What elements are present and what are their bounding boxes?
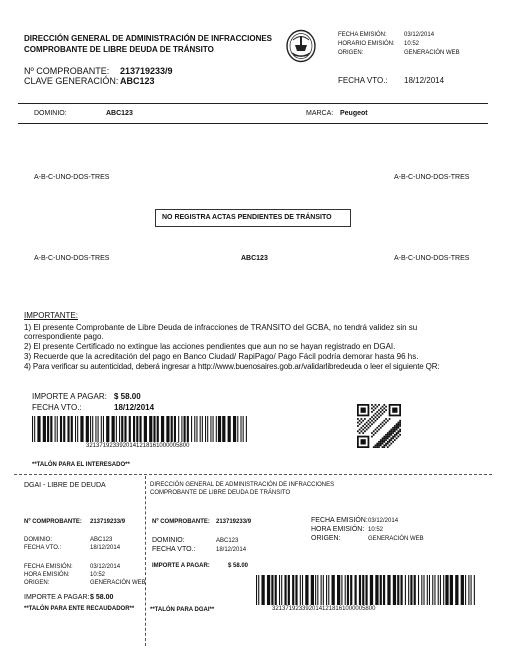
stub-left-fecha-vto-label: FECHA VTO.: <box>24 545 62 551</box>
stub-right-title-line2: COMPROBANTE DE LIBRE DEUDA DE TRÁNSITO <box>150 490 291 496</box>
comprobante-label: Nº COMPROBANTE: <box>24 66 110 76</box>
payment-fecha-vto-label: FECHA VTO.: <box>32 403 82 412</box>
important-item-4: 4) Para verificar su autenticidad, deberá ingresar a http://www.buenosaires.gob.ar/validarlibredeuda o leer el siguiente QR: <box>24 362 440 371</box>
stub-right-dominio-label: DOMINIO: <box>152 537 185 544</box>
stub-left-fecha-emision-value: 03/12/2014 <box>90 564 121 570</box>
stub-left-dominio-label: DOMINIO: <box>24 537 52 543</box>
stub-left-hora-emision-label: HORA EMISIÓN: <box>24 572 70 578</box>
stub-right-hora-emision-value: 10:52 <box>368 527 384 533</box>
stub-right-importe-label: IMPORTE A PAGAR: <box>152 563 210 569</box>
dominio-value: ABC123 <box>106 110 133 117</box>
important-item-3: 3) Recuerde que la acreditación del pago en Banco Ciudad/ RapiPago/ Pago Fácil podría demorar hasta 96 hs. <box>24 352 419 361</box>
stub-left-importe-label: IMPORTE A PAGAR: <box>24 594 90 601</box>
stub-right-hora-emision-label: HORA EMISIÓN: <box>311 526 365 533</box>
vehicle-top-rule <box>18 103 488 104</box>
fecha-emision-value: 03/12/2014 <box>404 32 435 38</box>
cut-line-horizontal <box>14 474 492 475</box>
important-item-1-cont: correspondiente pago. <box>24 332 104 341</box>
stub-right-comprobante-label: Nº COMPROBANTE: <box>152 519 210 525</box>
marca-label: MARCA: <box>306 110 334 117</box>
stub-left-comprobante-label: Nº COMPROBANTE: <box>24 519 82 525</box>
dominio-label: DOMINIO: <box>34 110 67 117</box>
stub-barcode-number: 3213719233920141218161000005800 <box>272 606 376 612</box>
watermark-left-2: A-B-C-UNO-DOS-TRES <box>34 255 110 262</box>
watermark-center-2: ABC123 <box>241 255 268 262</box>
fecha-emision-label: FECHA EMISIÓN: <box>338 32 387 38</box>
watermark-right-1: A-B-C-UNO-DOS-TRES <box>394 174 470 181</box>
marca-value: Peugeot <box>340 110 368 117</box>
stub-left-fecha-emision-label: FECHA EMISIÓN: <box>24 564 73 570</box>
origen-label: ORIGEN: <box>338 50 364 56</box>
clave-generacion-value: ABC123 <box>120 76 155 86</box>
stub-left-fecha-vto-value: 18/12/2014 <box>90 545 121 551</box>
stub-right-fecha-vto-label: FECHA VTO.: <box>152 546 196 553</box>
header-title-line2: COMPROBANTE DE LIBRE DEUDA DE TRÁNSITO <box>24 45 214 54</box>
stub-right-fecha-emision-value: 03/12/2014 <box>368 518 399 524</box>
stub-right-importe-value: $ 58.00 <box>228 563 249 569</box>
stub-right-fecha-emision-label: FECHA EMISIÓN: <box>311 517 368 524</box>
cut-line-vertical <box>145 476 146 646</box>
horario-emision-value: 10:52 <box>404 41 420 47</box>
stub-right-talon: **TALÓN PARA DGAI** <box>150 607 215 613</box>
important-heading: IMPORTANTE: <box>24 311 78 320</box>
payment-fecha-vto-value: 18/12/2014 <box>114 403 155 412</box>
comprobante-value: 213719233/9 <box>120 66 173 76</box>
stub-right-fecha-vto-value: 18/12/2014 <box>216 547 247 553</box>
importe-value: $ 58.00 <box>114 392 141 401</box>
watermark-right-2: A-B-C-UNO-DOS-TRES <box>394 255 470 262</box>
talon-interesado: **TALÓN PARA EL INTERESADO** <box>32 462 130 468</box>
vehicle-bottom-rule <box>18 123 488 124</box>
clave-generacion-label: CLAVE GENERACIÓN: <box>24 76 119 86</box>
stub-barcode <box>256 575 476 605</box>
stub-left-origen-value: GENERACIÓN WEB <box>90 580 146 586</box>
stub-right-origen-value: GENERACIÓN WEB <box>368 536 424 542</box>
payment-barcode <box>32 416 248 442</box>
stub-left-title: DGAI - LIBRE DE DEUDA <box>24 482 106 489</box>
fecha-vto-label: FECHA VTO.: <box>338 76 388 85</box>
watermark-left-1: A-B-C-UNO-DOS-TRES <box>34 174 110 181</box>
stub-left-talon: **TALÓN PARA ENTE RECAUDADOR** <box>24 606 135 612</box>
stub-left-dominio-value: ABC123 <box>90 537 113 543</box>
stub-left-hora-emision-value: 10:52 <box>90 572 106 578</box>
header-title-line1: DIRECCIÓN GENERAL DE ADMINISTRACIÓN DE INFRACCIONES <box>24 34 273 43</box>
important-item-1: 1) El presente Comprobante de Libre Deuda de infracciones de TRANSITO del GCBA, no tendrá validez sin su <box>24 323 418 332</box>
stub-left-origen-label: ORIGEN: <box>24 580 50 586</box>
status-text: NO REGISTRA ACTAS PENDIENTES DE TRÁNSITO <box>162 214 332 221</box>
origen-value: GENERACIÓN WEB <box>404 50 460 56</box>
payment-barcode-number: 3213719233920141218161000005800 <box>86 443 190 449</box>
fecha-vto-value: 18/12/2014 <box>404 76 445 85</box>
stub-left-comprobante-value: 213719233/9 <box>90 519 126 525</box>
stub-right-comprobante-value: 213719233/9 <box>216 519 252 525</box>
stub-left-importe-value: $ 58.00 <box>90 594 114 601</box>
stub-right-dominio-value: ABC123 <box>216 538 239 544</box>
city-seal-icon <box>285 29 317 63</box>
stub-right-origen-label: ORIGEN: <box>311 535 341 542</box>
important-item-2: 2) El presente Certificado no extingue las acciones pendientes que aun no se hayan registrado en DGAI. <box>24 342 396 351</box>
importe-label: IMPORTE A PAGAR: <box>32 392 107 401</box>
stub-right-title-line1: DIRECCIÓN GENERAL DE ADMINISTRACIÓN DE INFRACCIONES <box>150 482 335 488</box>
horario-emision-label: HORARIO EMISIÓN: <box>338 41 395 47</box>
qr-code <box>357 404 401 448</box>
